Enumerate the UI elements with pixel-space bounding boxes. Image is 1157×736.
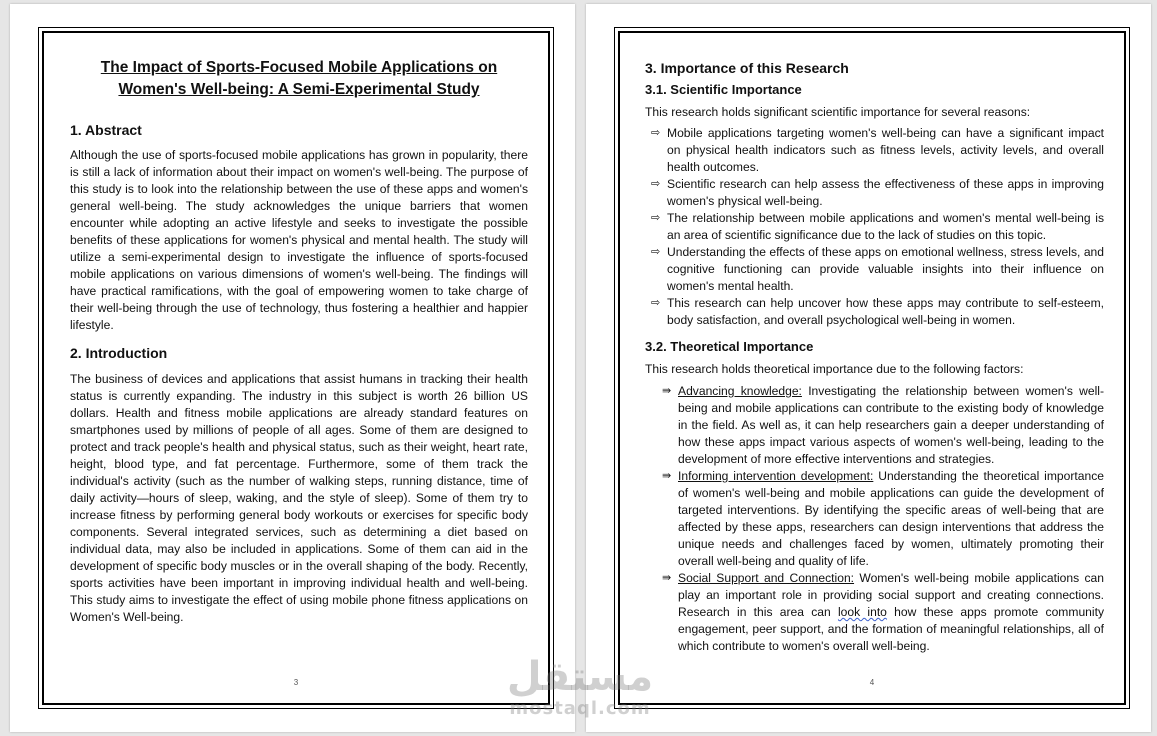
- hollow-right-arrow-icon: ⇨: [651, 127, 661, 139]
- abstract-paragraph: Although the use of sports-focused mobile applications has grown in popularity, there is still a lack of information about their impact on women's well-being. The purpose of this study is to look into the relationship between the use of these apps and women's general well-being. The study acknowledges the unique barriers that women encounter while adopting an active lifestyle and seeks to investigate the possible benefits of these applications for women's physical and mental health. The study will utilize a semi-experimental design to investigate the influence of sports-focused mobile applications on various dimensions of women's well-being. The findings will have practical ramifications, with the goal of empowering women to take charge of their well-being through the use of technology, thus fostering a healthier and happier lifestyle.: [70, 148, 528, 332]
- section-heading-importance: 3. Importance of this Research: [645, 60, 849, 76]
- watermark-logo: [495, 655, 665, 719]
- watermark-arabic: مستقل: [506, 654, 654, 700]
- theoretical-list: [645, 383, 1104, 655]
- hollow-right-arrow-icon: ⇨: [651, 246, 661, 258]
- page-border-inner: [618, 31, 1126, 705]
- section-heading-introduction: 2. Introduction: [70, 345, 168, 361]
- grammar-mark[interactable]: look into: [837, 605, 887, 619]
- watermark-latin: mostaql.com: [509, 698, 651, 719]
- page-number: 3: [293, 678, 299, 687]
- list-item: ⇨ Scientific research can help assess the effectiveness of these apps in improving women's physical well-being.: [651, 177, 1104, 208]
- page-content: [645, 59, 1104, 655]
- page-content: [70, 57, 528, 626]
- subsection-heading-theoretical: 3.2. Theoretical Importance: [645, 339, 814, 354]
- subsection-heading-scientific: 3.1. Scientific Importance: [645, 82, 802, 97]
- page-border-inner: [42, 31, 550, 705]
- list-item: ⇨ This research can help uncover how these apps may contribute to self-esteem, body satisfaction, and overall psychological well-being in women.: [651, 296, 1104, 327]
- list-item: ⇨ The relationship between mobile applications and women's mental well-being is an area of scientific significance due to the lack of studies on this topic.: [651, 211, 1104, 242]
- theoretical-intro: This research holds theoretical importance due to the following factors:: [645, 362, 1024, 376]
- page-border: [614, 27, 1130, 709]
- curved-arrow-icon: ⇛: [662, 470, 672, 482]
- section-heading-abstract: 1. Abstract: [70, 122, 142, 138]
- document-title: The Impact of Sports-Focused Mobile Applications on Women's Well-being: A Semi-Experimental Study: [100, 59, 498, 98]
- page-border: [38, 27, 554, 709]
- list-item: ⇛ Informing intervention development: Understanding the theoretical importance of women's well-being and mobile applications can guide the development of targeted interventions. By identifying the specific areas of well-being that are affected by these apps, researchers can design interventions that address the unique needs and challenges faced by women, ultimately promoting their overall well-being and quality of life.: [662, 469, 1104, 568]
- term-label: Social Support and Connection:: [678, 571, 855, 585]
- introduction-paragraph: The business of devices and applications that assist humans in tracking their health status is currently expanding. The industry in this subject is worth 26 billion US dollars. Health and fitness mobile applications are already standard features on smartphones used by millions of people of all ages. Some of them are designed to protect and track people's health and physical status, such as their weight, heart rate, height, blood type, and fat percentage. Furthermore, some of them track the individual's activity (such as the number of walking steps, running distance, time of daily activity—hours of sleep, waking, and the style of sleep). Some of them try to increase fitness by performing general body workouts or exercises for specific body components. Several integrated services, such as determining a diet based on individual data, may also be included in applications. Some of them can aid in the development of specific body muscles or in the overall shaping of the body. Recently, sports activities have been important in improving individual health and well-being. This study aims to investigate the effect of using mobile phone fitness applications on Women's Well-being.: [70, 372, 528, 624]
- list-item: ⇨ Mobile applications targeting women's well-being can have a significant impact on physical health indicators such as fitness levels, activity levels, and overall health outcomes.: [651, 126, 1104, 174]
- scientific-list: [645, 125, 1104, 329]
- document-page-4: [586, 4, 1151, 732]
- page-number: 4: [869, 678, 875, 687]
- curved-arrow-icon: ⇛: [662, 385, 672, 397]
- curved-arrow-icon: ⇛: [662, 572, 672, 584]
- list-item: ⇛ Advancing knowledge: Investigating the relationship between women's well-being and mobile applications can contribute to the existing body of knowledge in the field. As well as, it can help researchers gain a deeper understanding of how these apps impact various aspects of women's well-being, leading to the development of more effective interventions and strategies.: [662, 384, 1105, 466]
- document-page-3: [10, 4, 575, 732]
- scientific-intro: This research holds significant scientific importance for several reasons:: [645, 105, 1031, 119]
- term-label: Informing intervention development:: [678, 469, 874, 483]
- hollow-right-arrow-icon: ⇨: [651, 212, 661, 224]
- hollow-right-arrow-icon: ⇨: [651, 178, 661, 190]
- term-label: Advancing knowledge:: [678, 384, 802, 398]
- list-item: ⇨ Understanding the effects of these apps on emotional wellness, stress levels, and cognitive functioning can provide valuable insights into their influence on women's mental health.: [651, 245, 1104, 293]
- list-item: ⇛ Social Support and Connection: Women's well-being mobile applications can play an important role in providing social support and creating connections. Research in this area can look into how these apps promote community engagement, peer support, and the formation of meaningful relationships, all of which contribute to women's overall well-being.: [662, 571, 1104, 653]
- hollow-right-arrow-icon: ⇨: [651, 297, 661, 309]
